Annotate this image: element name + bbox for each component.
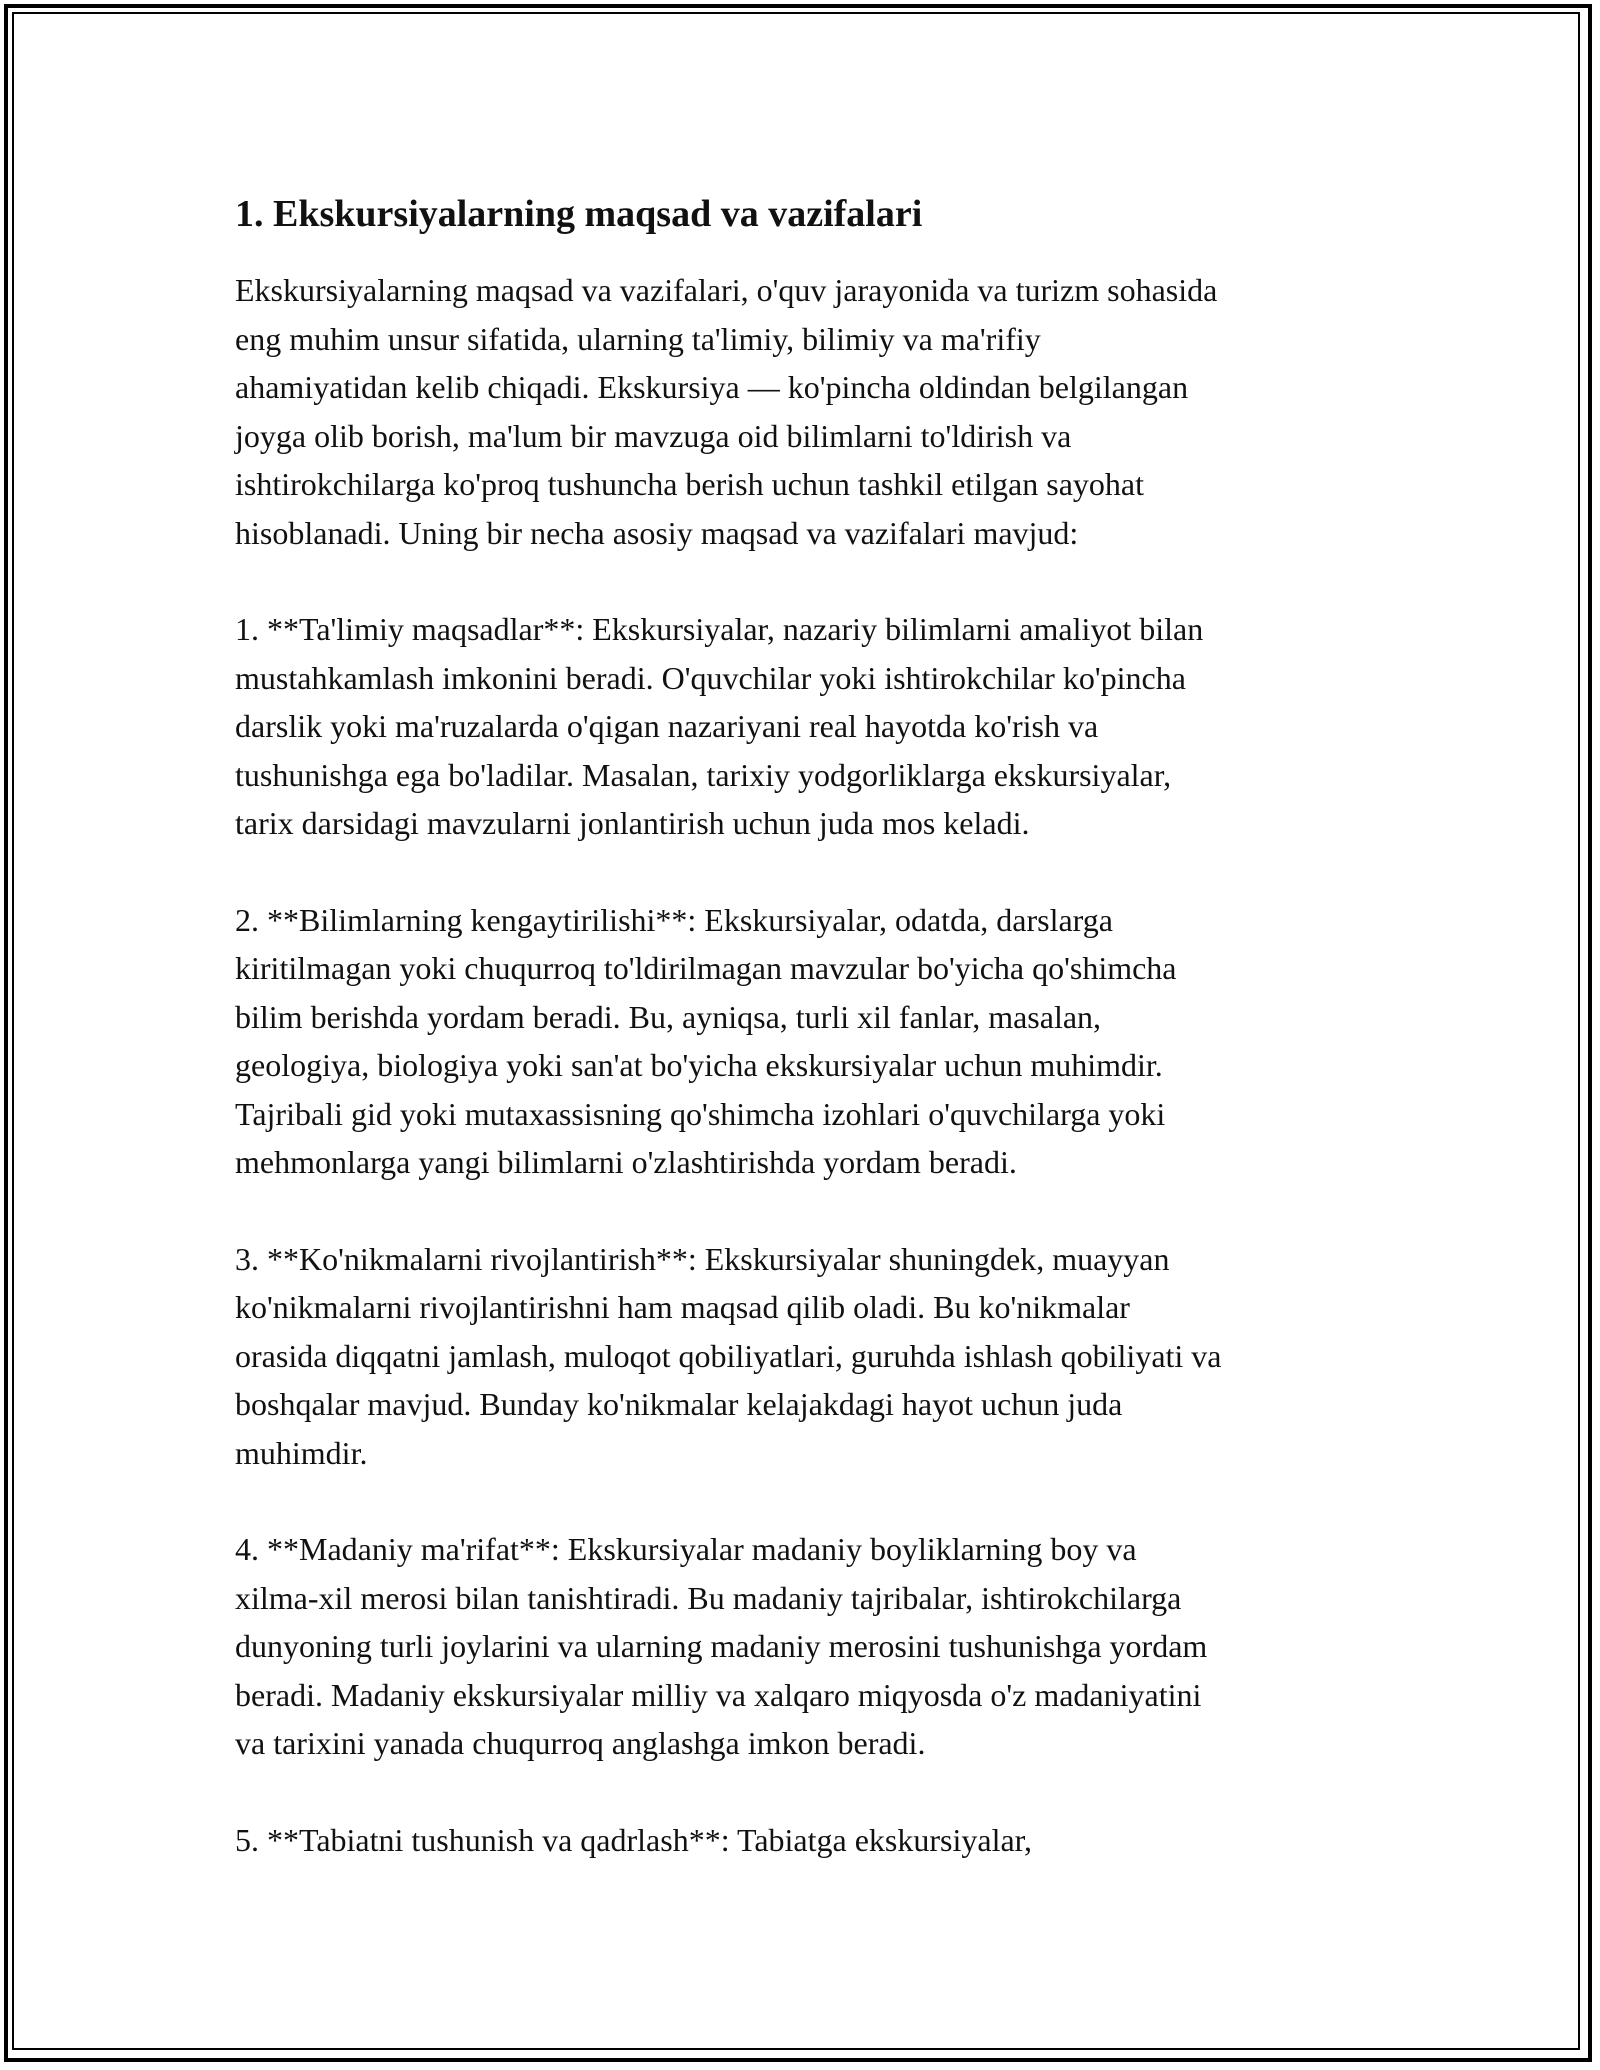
list-item-educational-goals: 1. **Ta'limiy maqsadlar**: Ekskursiyalar, nazariy bilimlarni amaliyot bilan mustahkamlash imkonini beradi. O'quvchilar yoki ishtirokchilar ko'pincha darslik yoki ma'ruzalarda o'qigan nazariyani real hayotda ko'rish va tushunishga ega bo'ladilar. Masalan, tarixiy yodgorliklarga ekskursiyalar, tarix darsidagi mavzularni jonlantirish uchun juda mos keladi. xyxy=(235,611,1204,841)
list-item-cultural-enlightenment: 4. **Madaniy ma'rifat**: Ekskursiyalar madaniy boyliklarning boy va xilma-xil merosi bilan tanishtiradi. Bu madaniy tajribalar, ishtirokchilarga dunyoning turli joylarini va ularning madaniy merosini tushunishga yordam beradi. Madaniy ekskursiyalar milliy va xalqaro miqyosda o'z madaniyatini va tarixini yanada chuqurroq anglashga imkon beradi. xyxy=(235,1531,1208,1761)
list-item-knowledge-expansion: 2. **Bilimlarning kengaytirilishi**: Ekskursiyalar, odatda, darslarga kiritilmagan yoki chuqurroq to'ldirilmagan mavzular bo'yicha qo'shimcha bilim berishda yordam beradi. Bu, ayniqsa, turli xil fanlar, masalan, geologiya, biologiya yoki san'at bo'yicha ekskursiyalar uchun muhimdir. Tajribali gid yoki mutaxassisning qo'shimcha izohlari o'quvchilarga yoki mehmonlarga yangi bilimlarni o'zlashtirishda yordam beradi. xyxy=(235,901,1177,1180)
intro-paragraph: Ekskursiyalarning maqsad va vazifalari, o'quv jarayonida va turizm sohasida eng muhim unsur sifatida, ularning ta'limiy, bilimiy va ma'rifiy ahamiyatidan kelib chiqadi. Ekskursiya — ko'pincha oldindan belgilangan joyga olib borish, ma'lum bir mavzuga oid bilimlarni to'ldirish va ishtirokchilarga ko'proq tushuncha berish uchun tashkil etilgan sayohat hisoblanadi. Uning bir necha asosiy maqsad va vazifalari mavjud: xyxy=(235,272,1218,551)
list-item-nature-appreciation: 5. **Tabiatni tushunish va qadrlash**: Tabiatga ekskursiyalar, xyxy=(235,1821,1033,1858)
section-heading: 1. Ekskursiyalarning maqsad va vazifalari xyxy=(235,193,923,235)
list-item-skills-development: 3. **Ko'nikmalarni rivojlantirish**: Ekskursiyalar shuningdek, muayyan ko'nikmalarni rivojlantirishni ham maqsad qilib oladi. Bu ko'nikmalar orasida diqqatni jamlash, muloqot qobiliyatlari, guruhda ishlash qobiliyati va boshqalar mavjud. Bunday ko'nikmalar kelajakdagi hayot uchun juda muhimdir. xyxy=(235,1240,1222,1471)
document-body xyxy=(235,186,1375,1912)
